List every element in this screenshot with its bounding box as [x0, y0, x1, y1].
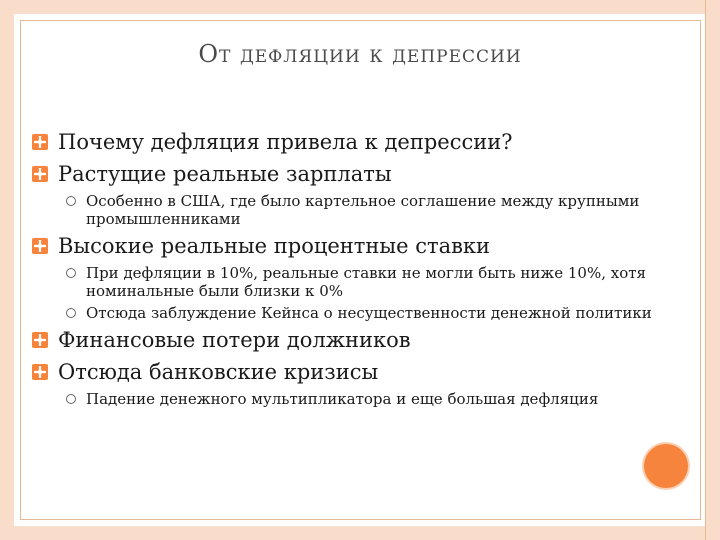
bullet-item — [30, 358, 710, 386]
bullet-text: Отсюда заблуждение Кейнса о несущественности денежной политики — [86, 304, 652, 322]
bullet-text: Высокие реальные процентные ставки — [58, 234, 491, 258]
bullet-text: Финансовые потери должников — [58, 328, 411, 352]
bullet-text: Особенно в США, где было картельное соглашение между крупными промышленниками — [86, 192, 640, 228]
bullet-list — [30, 128, 710, 412]
bullet-item — [30, 128, 710, 156]
decorative-circle — [644, 444, 688, 488]
hollow-circle-icon — [66, 394, 76, 404]
bullet-item — [30, 232, 710, 260]
bullet-text: Отсюда банковские кризисы — [58, 360, 379, 384]
sub-bullet-item — [30, 390, 710, 408]
bullet-item — [30, 326, 710, 354]
cross-in-square-icon — [32, 134, 48, 150]
hollow-circle-icon — [66, 268, 76, 278]
cross-in-square-icon — [32, 166, 48, 182]
frame-left — [0, 0, 14, 540]
bullet-text: Почему дефляция привела к депрессии? — [58, 130, 513, 154]
slide-title: От дефляции к депрессии — [198, 40, 522, 68]
hollow-circle-icon — [66, 308, 76, 318]
hollow-circle-icon — [66, 196, 76, 206]
cross-in-square-icon — [32, 238, 48, 254]
bullet-text: Растущие реальные зарплаты — [58, 162, 392, 186]
frame-top — [0, 0, 720, 14]
sub-bullet-item — [30, 264, 710, 300]
cross-in-square-icon — [32, 364, 48, 380]
frame-bottom — [0, 526, 720, 540]
cross-in-square-icon — [32, 332, 48, 348]
bullet-text: При дефляции в 10%, реальные ставки не могли быть ниже 10%, хотя номинальные были близки к 0% — [86, 264, 646, 300]
bullet-text: Падение денежного мультипликатора и еще большая дефляция — [86, 390, 599, 408]
sub-bullet-item — [30, 304, 710, 322]
sub-bullet-item — [30, 192, 710, 228]
bullet-item — [30, 160, 710, 188]
